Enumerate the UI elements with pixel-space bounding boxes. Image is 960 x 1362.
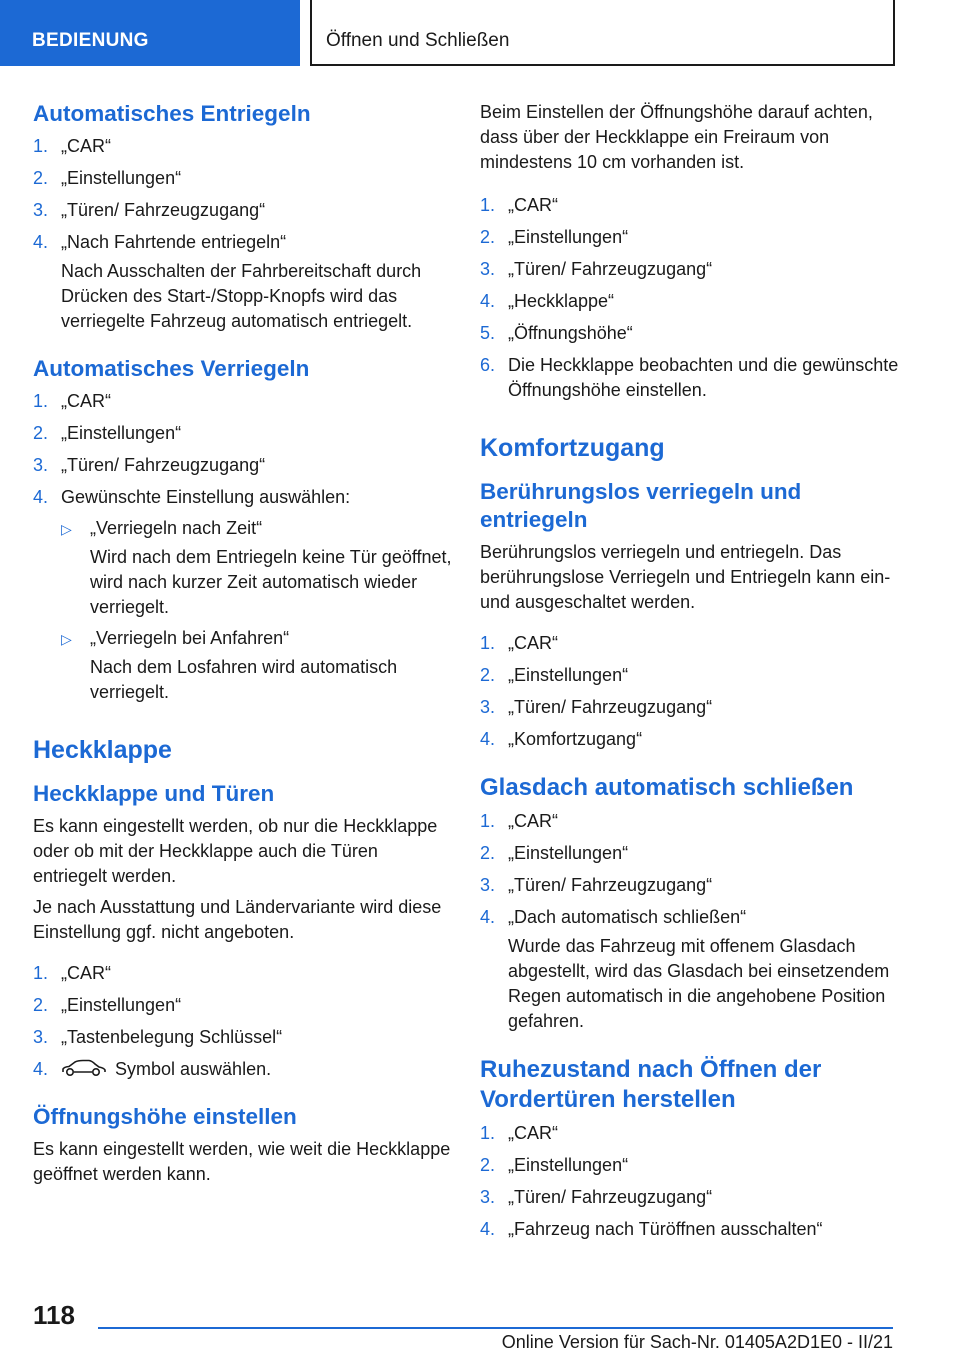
section-tab	[0, 0, 300, 66]
list-item: 2. „Einstellungen“	[480, 843, 629, 863]
steps-list	[480, 809, 900, 1034]
list-item: 5. „Öffnungshöhe“	[480, 323, 633, 343]
list-item: 2. „Einstellungen“	[480, 1155, 629, 1175]
heading-automatisches-verriegeln: Automatisches Verriegeln	[33, 356, 310, 381]
list-item: 3. „Türen/ Fahrzeugzugang“	[480, 259, 713, 279]
footer-version: Online Version für Sach-Nr. 01405A2D1E0 - II/21	[501, 1332, 893, 1352]
list-item: 1. „CAR“	[33, 963, 111, 983]
steps-list	[480, 193, 900, 403]
heading-heckklappe-und-tueren: Heckklappe und Türen	[33, 781, 275, 806]
list-item: 1. „CAR“	[480, 811, 558, 831]
page-header	[0, 0, 960, 66]
paragraph: Je nach Ausstattung und Ländervariante wird diese Einstellung ggf. nicht angeboten.	[33, 897, 442, 942]
section-label: BEDIENUNG	[32, 30, 149, 51]
list-item: 4. „Fahrzeug nach Türöffnen ausschalten“	[480, 1219, 823, 1239]
list-item: 3. „Türen/ Fahrzeugzugang“	[33, 455, 266, 475]
paragraph: Beim Einstellen der Öffnungshöhe darauf achten, dass über der Heckklappe ein Freiraum von mindestens 10 cm vorhanden ist.	[480, 102, 873, 172]
paragraph: Berührungslos verriegeln und entriegeln. Das berührungslose Verriegeln und Entriegeln kann ein- und ausgeschaltet werden.	[480, 542, 891, 612]
heading-glasdach: Glasdach automatisch schließen	[480, 774, 854, 801]
steps-list	[480, 1121, 900, 1242]
steps-list	[480, 631, 900, 752]
heading-oeffnungshoehe: Öffnungshöhe einstellen	[33, 1104, 297, 1129]
steps-list	[33, 961, 453, 1082]
triangle-right-icon: ▷	[61, 631, 72, 647]
list-item: 4. Symbol auswählen.	[33, 1059, 272, 1079]
paragraph: Es kann eingestellt werden, ob nur die Heckklappe oder ob mit der Heckklappe auch die Türen entriegelt werden.	[33, 816, 438, 886]
step-note: Nach Ausschalten der Fahrbereitschaft durch Drücken des Start-/Stopp-Knopfs wird das verriegelte Fahrzeug automatisch entriegelt.	[61, 261, 422, 331]
list-item: 1. „CAR“	[480, 633, 558, 653]
paragraph: Es kann eingestellt werden, wie weit die Heckklappe geöffnet werden kann.	[33, 1139, 451, 1184]
triangle-right-icon: ▷	[61, 521, 72, 537]
header-underline	[310, 64, 895, 66]
list-item: 2. „Einstellungen“	[33, 995, 182, 1015]
list-item: 4. „Komfortzugang“	[480, 729, 643, 749]
steps-list	[33, 134, 453, 334]
steps-list	[33, 389, 453, 705]
chapter-title: Öffnen und Schließen	[326, 30, 510, 51]
list-item: 1. „CAR“	[480, 1123, 558, 1143]
heading-ruhezustand: Ruhezustand nach Öffnen der Vordertüren herstellen	[480, 1056, 822, 1113]
list-item: 3. „Türen/ Fahrzeugzugang“	[480, 875, 713, 895]
step-note: Wurde das Fahrzeug mit offenem Glasdach abgestellt, wird das Glasdach bei einsetzendem Regen automatisch in die angehobene Position gefahren.	[508, 936, 890, 1031]
footer-rule	[98, 1327, 893, 1329]
header-divider-right	[893, 0, 895, 66]
heading-beruehrungslos: Berührungslos verriegeln und entriegeln	[480, 479, 802, 532]
right-column	[480, 100, 900, 1249]
heading-komfortzugang: Komfortzugang	[480, 434, 665, 462]
list-item: 3. „Türen/ Fahrzeugzugang“	[480, 1187, 713, 1207]
car-side-icon	[61, 1058, 107, 1078]
header-divider	[310, 0, 312, 66]
list-item: 2. „Einstellungen“	[480, 665, 629, 685]
option-item: ▷ „Verriegeln bei Anfahren“ Nach dem Losfahren wird automatisch verriegelt.	[61, 626, 453, 705]
left-column	[33, 100, 453, 1193]
list-item: 4. Gewünschte Einstellung auswählen: ▷ „Verriegeln nach Zeit“ Wird nach dem Entriegeln keine Tür geöffnet, wird nach kurzer Zeit automatisch wieder verriegelt. ▷ „Verriegeln bei Anfahren“ Nach dem Losfahren wird automatisch verriegelt.	[33, 485, 453, 705]
list-item: 3. „Türen/ Fahrzeugzugang“	[480, 697, 713, 717]
list-item: 4. „Heckklappe“	[480, 291, 615, 311]
list-item: 2. „Einstellungen“	[33, 423, 182, 443]
list-item: 1. „CAR“	[33, 136, 111, 156]
heading-automatisches-entriegeln: Automatisches Entriegeln	[33, 101, 311, 126]
page-number: 118	[33, 1300, 75, 1330]
list-item: 1. „CAR“	[480, 195, 558, 215]
list-item: 2. „Einstellungen“	[480, 227, 629, 247]
list-item: 2. „Einstellungen“	[33, 168, 182, 188]
list-item: 6. Die Heckklappe beobachten und die gewünschte Öffnungshöhe einstellen.	[480, 355, 899, 400]
heading-heckklappe: Heckklappe	[33, 736, 172, 764]
option-item: ▷ „Verriegeln nach Zeit“ Wird nach dem Entriegeln keine Tür geöffnet, wird nach kurzer Zeit automatisch wieder verriegelt.	[61, 516, 453, 620]
list-item: 3. „Türen/ Fahrzeugzugang“	[33, 200, 266, 220]
list-item: 3. „Tastenbelegung Schlüssel“	[33, 1027, 283, 1047]
list-item: 1. „CAR“	[33, 391, 111, 411]
list-item: 4. „Dach automatisch schließen“ Wurde das Fahrzeug mit offenem Glasdach abgestellt, wird das Glasdach bei einsetzendem Regen automatisch in die angehobene Position gefahren.	[480, 905, 900, 1034]
list-item: 4. „Nach Fahrtende entriegeln“ Nach Ausschalten der Fahrbereitschaft durch Drücken des Start-/Stopp-Knopfs wird das verriegelte Fahrzeug automatisch entriegelt.	[33, 230, 453, 334]
